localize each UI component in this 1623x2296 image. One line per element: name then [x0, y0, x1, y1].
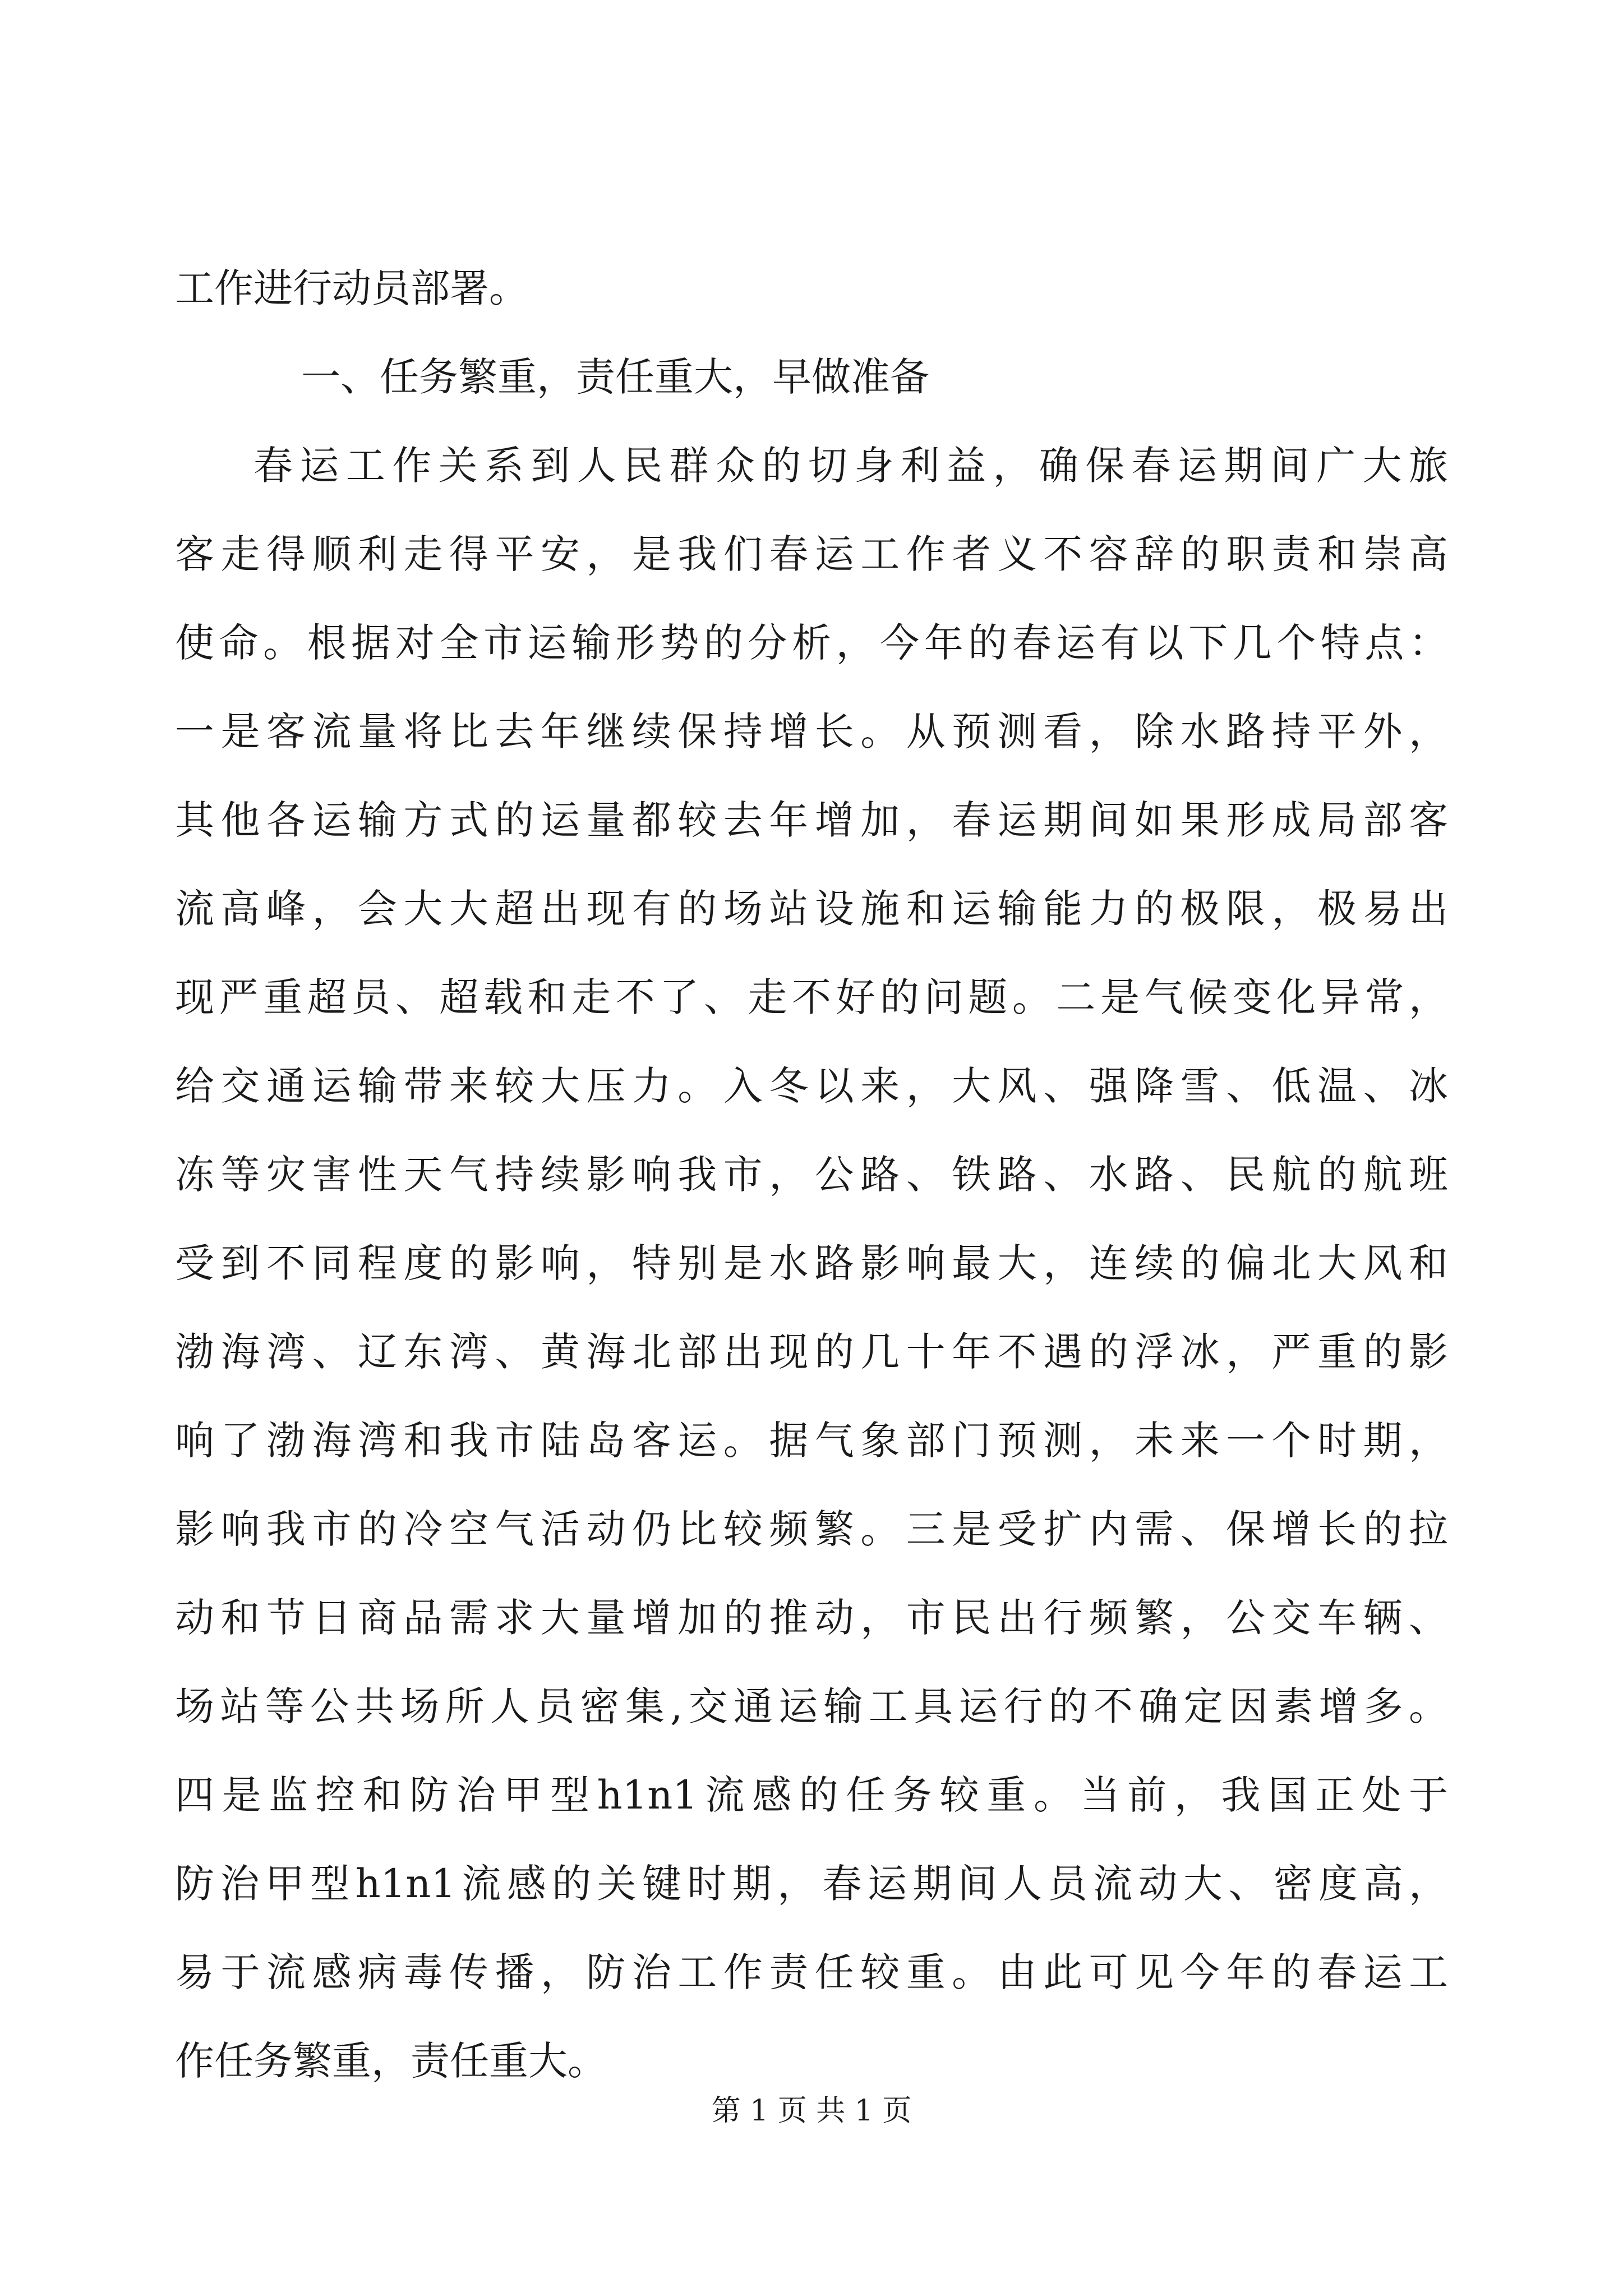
- document-body: [175, 244, 1448, 2105]
- text-line: 工作进行动员部署。: [175, 265, 528, 311]
- text-line: 四是监控和防治甲型h1n1流感的任务较重。当前，我国正处于: [175, 1772, 1448, 1818]
- text-line: 易于流感病毒传播，防治工作责任较重。由此可见今年的春运工: [175, 1949, 1448, 1995]
- text-line: 流高峰，会大大超出现有的场站设施和运输能力的极限，极易出: [175, 886, 1448, 932]
- text-line: 响了渤海湾和我市陆岛客运。据气象部门预测，未来一个时期，: [175, 1418, 1448, 1464]
- text-line: 影响我市的冷空气活动仍比较频繁。三是受扩内需、保增长的拉: [175, 1506, 1448, 1552]
- text-line: 冻等灾害性天气持续影响我市，公路、铁路、水路、民航的航班: [175, 1152, 1448, 1198]
- text-line: 使命。根据对全市运输形势的分析，今年的春运有以下几个特点：: [175, 620, 1448, 666]
- section-heading: 一、任务繁重，责任重大，早做准备: [301, 354, 929, 400]
- text-line: 客走得顺利走得平安，是我们春运工作者义不容辞的职责和崇高: [175, 531, 1448, 577]
- text-line: 给交通运输带来较大压力。入冬以来，大风、强降雪、低温、冰: [175, 1063, 1448, 1109]
- text-line: 动和节日商品需求大量增加的推动，市民出行频繁，公交车辆、: [175, 1595, 1448, 1641]
- text-line: 渤海湾、辽东湾、黄海北部出现的几十年不遇的浮冰，严重的影: [175, 1329, 1448, 1375]
- text-line: 其他各运输方式的运量都较去年增加，春运期间如果形成局部客: [175, 797, 1448, 843]
- text-line: 受到不同程度的影响，特别是水路影响最大，连续的偏北大风和: [175, 1240, 1448, 1286]
- text-line: 现严重超员、超载和走不了、走不好的问题。二是气候变化异常，: [175, 974, 1448, 1020]
- text-line: 场站等公共场所人员密集,交通运输工具运行的不确定因素增多。: [175, 1683, 1448, 1729]
- page-number-footer: 第 1 页 共 1 页: [711, 2094, 912, 2128]
- text-line: 作任务繁重，责任重大。: [175, 2038, 607, 2084]
- text-line: 防治甲型h1n1流感的关键时期，春运期间人员流动大、密度高，: [175, 1861, 1448, 1907]
- text-line: 春运工作关系到人民群众的切身利益，确保春运期间广大旅: [253, 443, 1448, 489]
- text-line: 一是客流量将比去年继续保持增长。从预测看，除水路持平外，: [175, 708, 1448, 754]
